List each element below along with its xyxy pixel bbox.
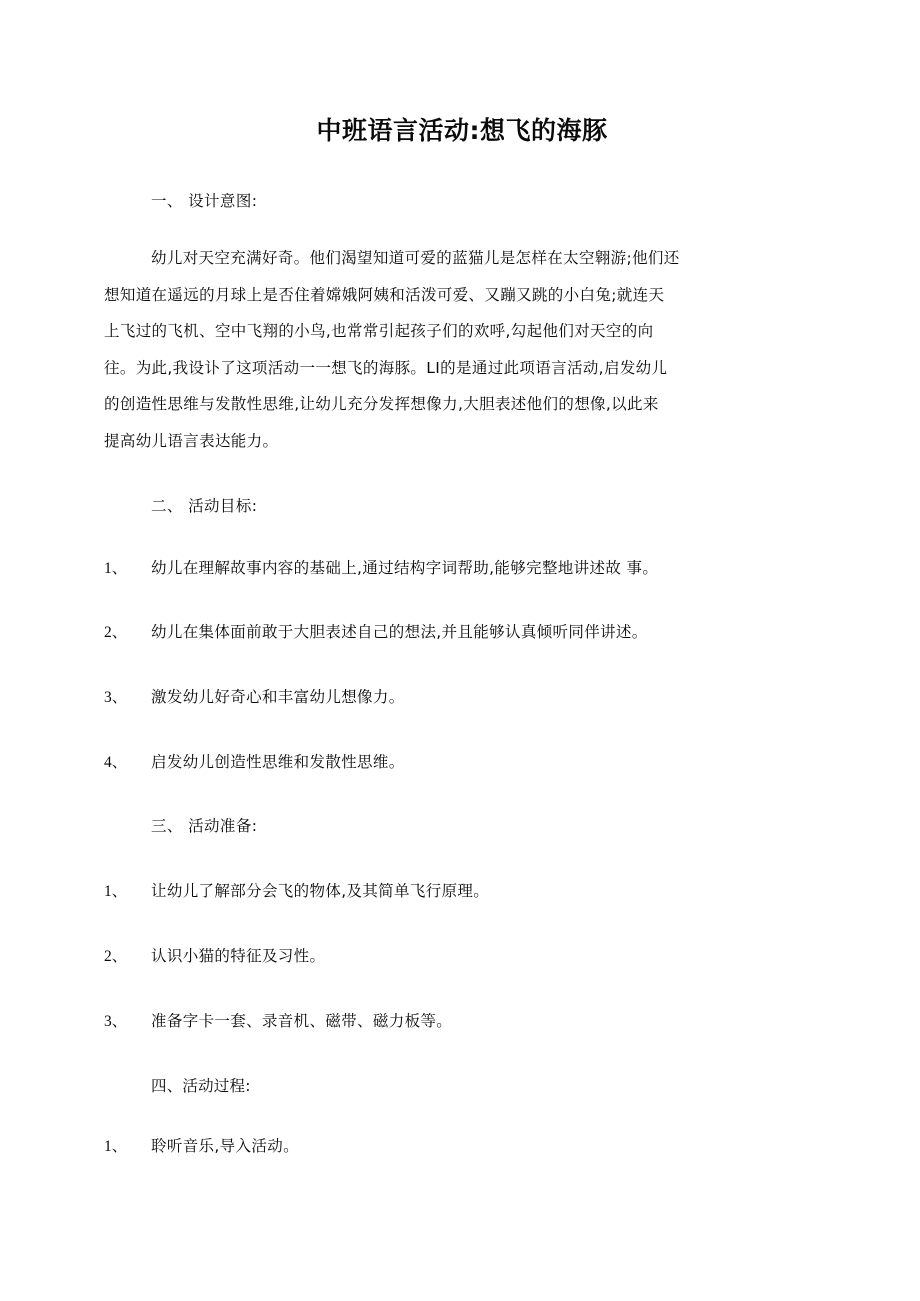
list-item-text: 幼儿在集体面前敢于大胆表述自己的想法,并且能够认真倾听同伴讲述。 bbox=[151, 623, 648, 641]
section-heading-design-intent: 一、 设计意图: bbox=[151, 192, 258, 210]
list-item-text: 准备字卡一套、录音机、磁带、磁力板等。 bbox=[151, 1012, 453, 1030]
list-item bbox=[104, 1135, 820, 1158]
page-title: 中班语言活动:想飞的海豚 bbox=[316, 116, 608, 145]
list-item bbox=[104, 1010, 820, 1033]
list-item-text: 激发幼儿好奇心和丰富幼儿想像力。 bbox=[151, 688, 405, 706]
list-item bbox=[104, 751, 820, 774]
section-heading-process: 四、活动过程: bbox=[151, 1077, 251, 1095]
list-item-text: 聆听音乐,导入活动。 bbox=[151, 1137, 299, 1155]
paragraph-line: 上飞过的飞机、空中飞翔的小鸟,也常常引起孩子们的欢呼,勾起他们对天空的向 bbox=[104, 322, 654, 340]
list-item bbox=[104, 686, 820, 709]
list-item-number: 1、 bbox=[104, 1138, 128, 1155]
list-item bbox=[104, 945, 820, 968]
list-item-text: 启发幼儿创造性思维和发散性思维。 bbox=[151, 753, 405, 771]
list-item-text: 让幼儿了解部分会飞的物体,及其简单飞行原理。 bbox=[151, 882, 490, 900]
paragraph-line: 的创造性思维与发散性思维,让幼儿充分发挥想像力,大胆表述他们的想像,以此来 bbox=[104, 395, 659, 413]
list-item-text: 认识小猫的特征及习性。 bbox=[151, 947, 326, 965]
list-item-number: 3、 bbox=[104, 689, 128, 706]
list-item-number: 4、 bbox=[104, 754, 128, 771]
list-item-number: 3、 bbox=[104, 1013, 128, 1030]
section-heading-objectives: 二、 活动目标: bbox=[151, 497, 258, 515]
list-item-number: 1、 bbox=[104, 883, 128, 900]
section-heading-preparation: 三、 活动准备: bbox=[151, 817, 258, 835]
design-intent-paragraph bbox=[104, 240, 820, 459]
list-item bbox=[104, 557, 820, 580]
paragraph-line: 幼儿对天空充满好奇。他们渴望知道可爱的蓝猫儿是怎样在太空翱游;他们还 bbox=[151, 249, 680, 267]
list-item bbox=[104, 621, 820, 644]
list-item-number: 1、 bbox=[104, 560, 128, 577]
paragraph-line: 提高幼儿语言表达能力。 bbox=[104, 431, 279, 450]
list-item-number: 2、 bbox=[104, 624, 128, 641]
list-item-number: 2、 bbox=[104, 948, 128, 965]
list-item bbox=[104, 880, 820, 903]
paragraph-line: 往。为此,我设讣了这项活动一一想飞的海豚。LI的是通过此项语言活动,启发幼儿 bbox=[104, 358, 668, 377]
list-item-text: 幼儿在理解故事内容的基础上,通过结构字词帮助,能够完整地讲述故 事。 bbox=[151, 559, 659, 577]
paragraph-line: 想知道在遥远的月球上是否住着嫦娥阿姨和活泼可爱、又蹦又跳的小白兔;就连天 bbox=[104, 285, 665, 304]
